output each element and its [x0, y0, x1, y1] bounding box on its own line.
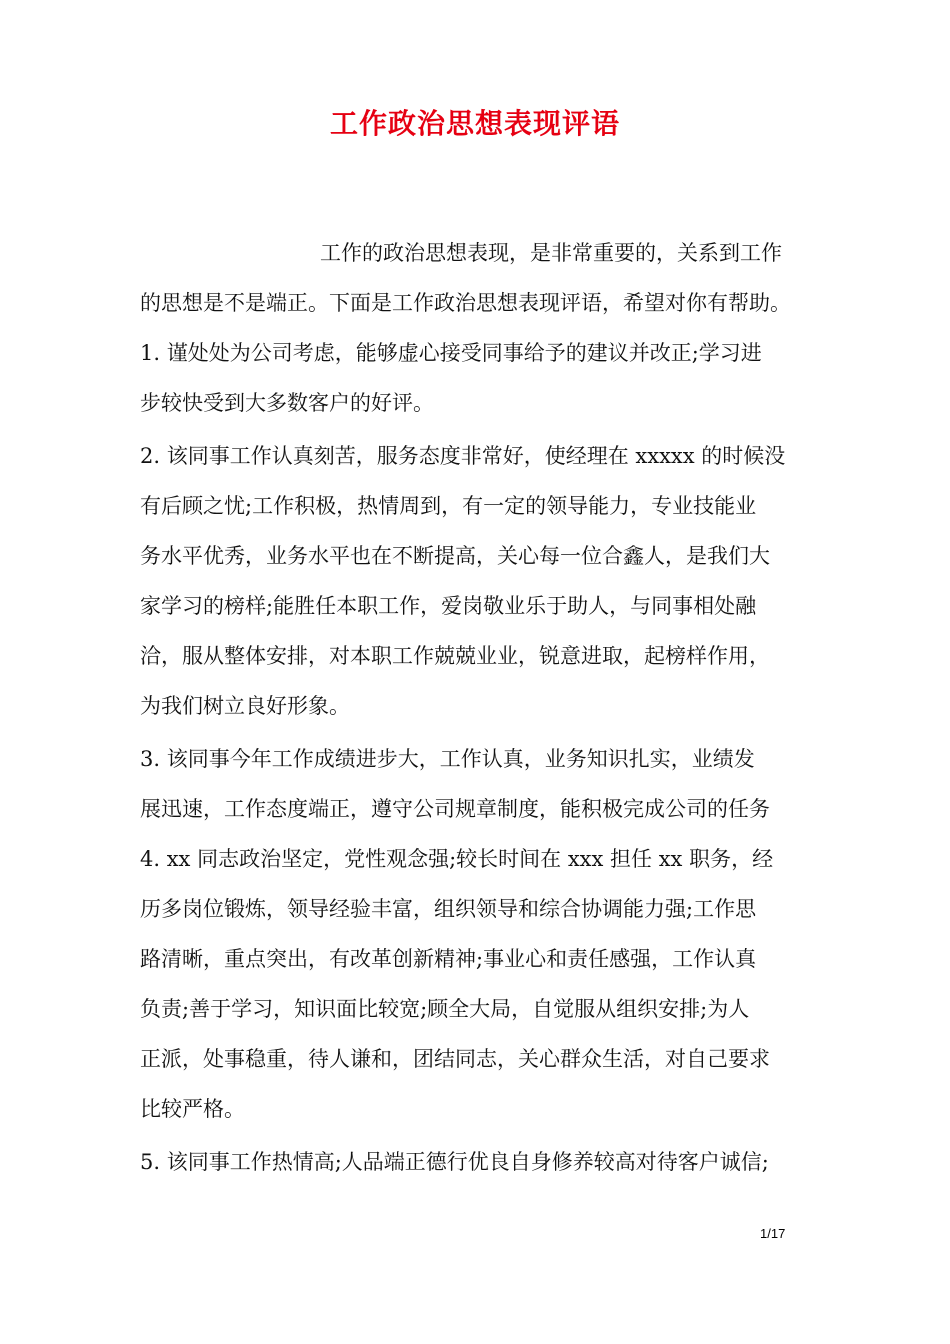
list-item-line: 务水平优秀，业务水平也在不断提高，关心每一位合鑫人，是我们大: [140, 544, 770, 568]
list-item-line: 3. 该同事今年工作成绩进步大，工作认真，业务知识扎实，业绩发: [140, 747, 755, 771]
list-item-line: 负责;善于学习，知识面比较宽;顾全大局，自觉服从组织安排;为人: [140, 997, 750, 1021]
page-number: 1/17: [760, 1226, 786, 1241]
paragraph-line: 工作的政治思想表现，是非常重要的，关系到工作: [320, 241, 782, 265]
list-item-line: 5. 该同事工作热情高;人品端正德行优良自身修养较高对待客户诚信;: [140, 1150, 769, 1174]
paragraph-line: 的思想是不是端正。下面是工作政治思想表现评语，希望对你有帮助。: [140, 291, 791, 315]
list-item-line: 展迅速，工作态度端正，遵守公司规章制度，能积极完成公司的任务: [140, 797, 770, 821]
list-item-line: 正派，处事稳重，待人谦和，团结同志，关心群众生活，对自己要求: [140, 1047, 770, 1071]
list-item-line: 步较快受到大多数客户的好评。: [140, 391, 434, 415]
document-title: 工作政治思想表现评语: [329, 107, 620, 140]
list-item-line: 1. 谨处处为公司考虑，能够虚心接受同事给予的建议并改正;学习进: [140, 341, 762, 365]
document-body: [140, 228, 822, 1187]
list-item-line: 2. 该同事工作认真刻苦，服务态度非常好，使经理在 xxxxx 的时候没: [140, 444, 786, 468]
list-item-line: 历多岗位锻炼，领导经验丰富，组织领导和综合协调能力强;工作思: [140, 897, 757, 921]
list-item-line: 洽，服从整体安排，对本职工作兢兢业业，锐意进取，起榜样作用，: [140, 644, 770, 668]
list-item-line: 有后顾之忧;工作积极，热情周到，有一定的领导能力，专业技能业: [140, 494, 757, 518]
list-item-line: 比较严格。: [140, 1097, 245, 1121]
list-item-line: 家学习的榜样;能胜任本职工作，爱岗敬业乐于助人，与同事相处融: [140, 594, 757, 618]
list-item-line: 为我们树立良好形象。: [140, 694, 350, 718]
list-item-line: 4. xx 同志政治坚定，党性观念强;较长时间在 xxx 担任 xx 职务，经: [140, 847, 774, 871]
list-item-line: 路清晰，重点突出，有改革创新精神;事业心和责任感强，工作认真: [140, 947, 757, 971]
